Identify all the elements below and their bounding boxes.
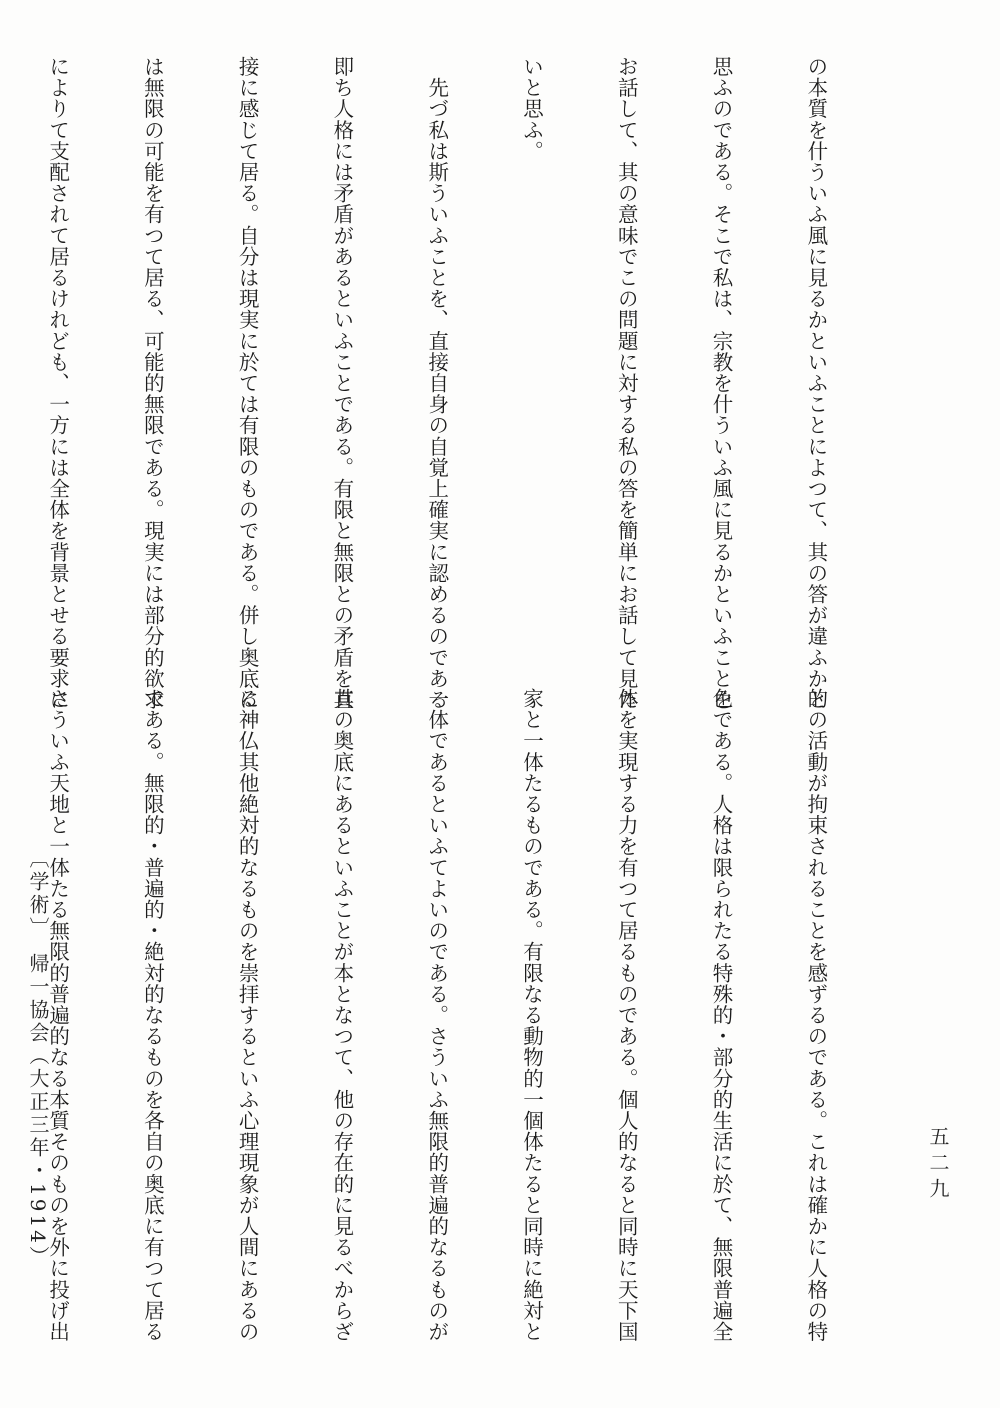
text-line: さういふ天地と一体たる無限的普遍的なる本質そのものを外に投げ出 bbox=[45, 688, 70, 1343]
upper-text-block bbox=[34, 56, 894, 711]
text-line: は無限の可能を有つて居る、可能的無限である。現実には部分的欲求 bbox=[140, 56, 165, 711]
text-line: いと思ふ。 bbox=[519, 56, 544, 162]
text-line: 接に感じて居る。自分は現実に於ては有限のものである。併し奥底に bbox=[235, 56, 260, 711]
running-header: 〔学術〕 帰一協会（大正三年・1914） bbox=[26, 848, 50, 1269]
text-line: 即ち人格には矛盾があるといふことである。有限と無限との矛盾を直 bbox=[329, 56, 354, 711]
text-line: の本質を什ういふ風に見るかといふことによつて、其の答が違ふかと bbox=[803, 56, 828, 711]
text-line: によりて支配されて居るけれども、一方には全体を背景とせる要求に bbox=[45, 56, 70, 711]
lower-text-block bbox=[45, 688, 894, 1343]
text-line: る神仏其他絶対的なるものを崇拝するといふ心理現象が人間にあるの bbox=[235, 688, 260, 1343]
text-line: 一体であるといふてよいのである。さういふ無限的普遍的なるものが bbox=[424, 688, 449, 1343]
text-line: 家と一体たるものである。有限なる動物的一個体たると同時に絶対と bbox=[519, 688, 544, 1343]
text-line: 色である。人格は限られたる特殊的・部分的生活に於て、無限普遍全 bbox=[709, 688, 734, 1343]
text-line: お話して、其の意味でこの問題に対する私の答を簡単にお話して見た bbox=[614, 56, 639, 711]
text-line: 思ふのである。そこで私は、宗教を什ういふ風に見るかといふことを bbox=[709, 56, 734, 711]
text-line: 先づ私は斯ういふことを、直接自身の自覚上確実に認めるのである bbox=[424, 56, 449, 711]
text-line: 的の活動が拘束されることを感ずるのである。これは確かに人格の特 bbox=[803, 688, 828, 1343]
page-number: 五二九 bbox=[926, 1126, 950, 1204]
text-line: 其の奥底にあるといふことが本となつて、他の存在的に見るべからざ bbox=[329, 688, 354, 1343]
text-line: 体を実現する力を有つて居るものである。個人的なると同時に天下国 bbox=[614, 688, 639, 1343]
text-line: である。無限的・普遍的・絶対的なるものを各自の奥底に有つて居る bbox=[140, 688, 165, 1343]
